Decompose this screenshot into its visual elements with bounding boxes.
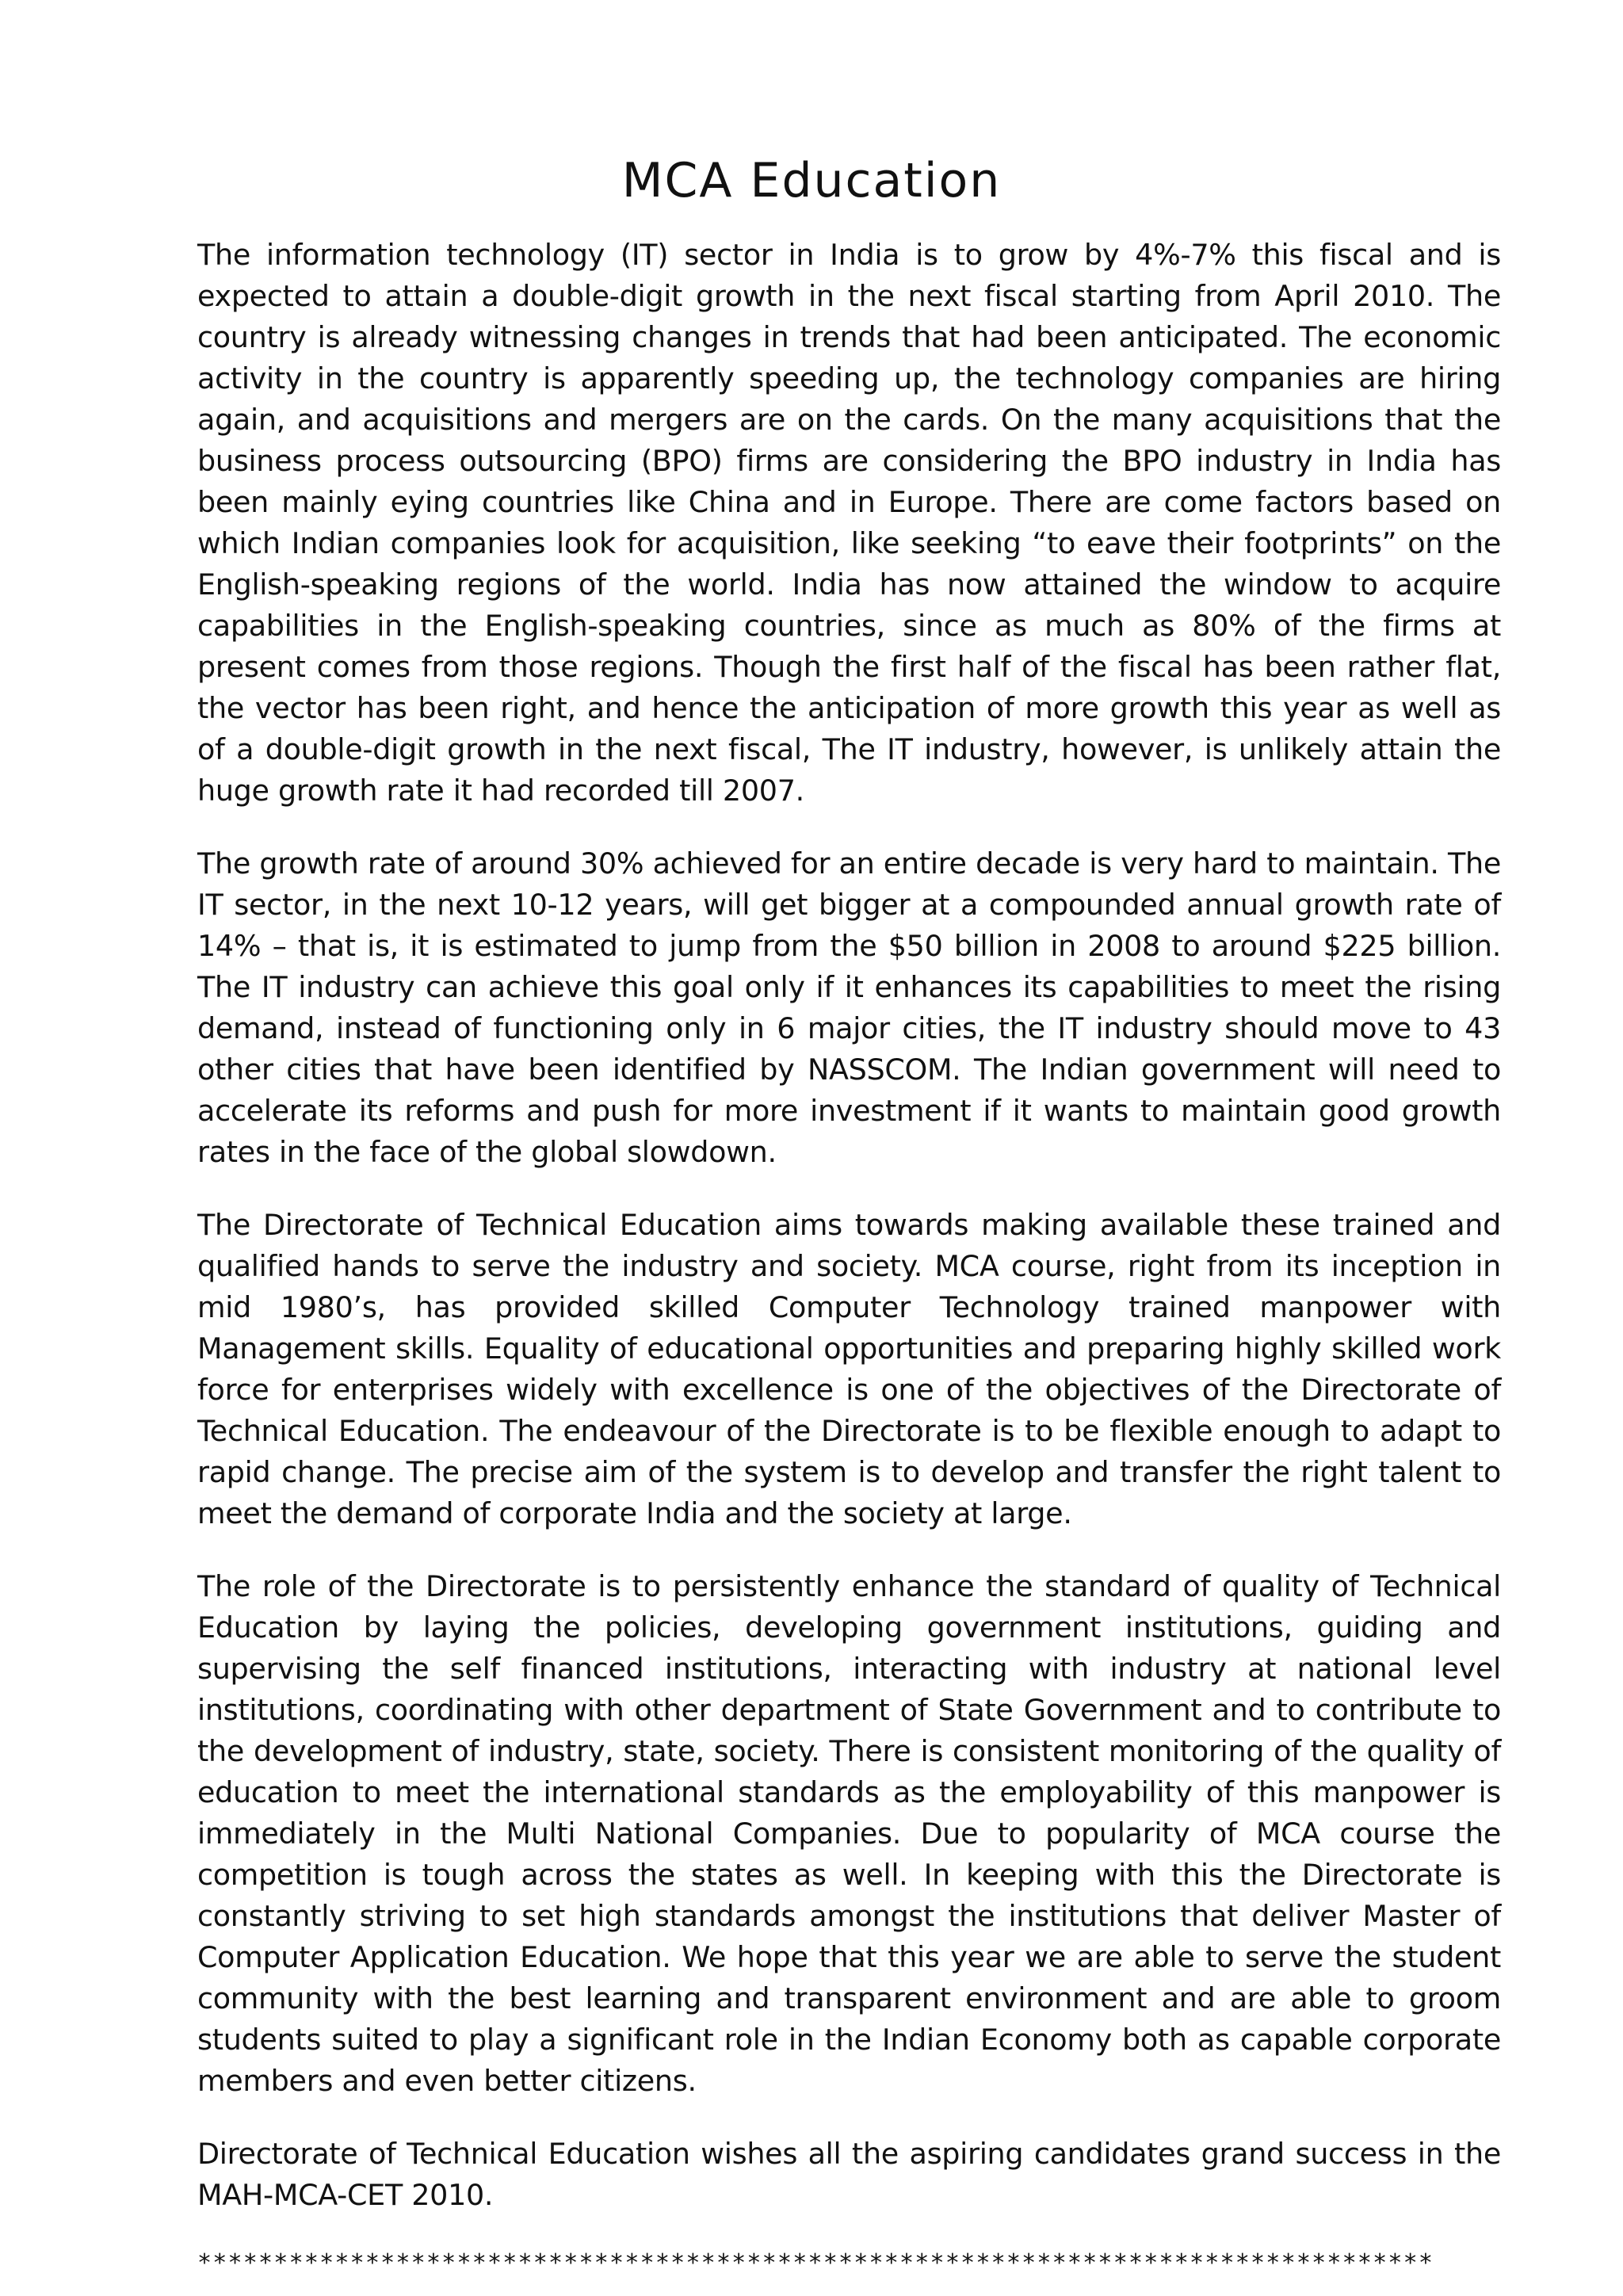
paragraph-directorate-aims: The Directorate of Technical Education aims towards making available these trained and qualified hands to serve the industry and society. MCA course, right from its inception in mid 1980’s, has provided skilled Computer Technology trained manpower with Management skills. Equality of educational opportunities and preparing highly skilled work force for enterprises widely with excellence is one of the objectives of the Directorate of Technical Education. The endeavour of the Directorate is to be flexible enough to adapt to rapid change. The precise aim of the system is to develop and transfer the right talent to meet the demand of corporate India and the society at large.: [197, 1208, 1501, 1530]
paragraph-closing-wishes: Directorate of Technical Education wishes all the aspiring candidates grand success in the MAH-MCA-CET 2010.: [197, 2137, 1501, 2212]
paragraph-directorate-role: The role of the Directorate is to persistently enhance the standard of quality of Technical Education by laying the policies, developing government institutions, guiding and supervising the self financed institutions, interacting with industry at national level institutions, coordinating with other department of State Government and to contribute to the development of industry, state, society. There is consistent monitoring of the quality of education to meet the international standards as the employability of this manpower is immediately in the Multi National Companies. Due to popularity of MCA course the competition is tough across the states as well. In keeping with this the Directorate is constantly striving to set high standards amongst the institutions that deliver Master of Computer Application Education. We hope that this year we are able to serve the student community with the best learning and transparent environment and are able to groom students suited to play a significant role in the Indian Economy both as capable corporate members and even better citizens.: [197, 1569, 1501, 2098]
asterisk-separator: *********************************************************************************: [197, 2249, 1434, 2277]
document-body: [197, 235, 1501, 2279]
paragraph-it-sector-growth: The information technology (IT) sector in India is to grow by 4%-7% this fiscal and is expected to attain a double-digit growth in the next fiscal starting from April 2010. The country is already witnessing changes in trends that had been anticipated. The economic activity in the country is apparently speeding up, the technology companies are hiring again, and acquisitions and mergers are on the cards. On the many acquisitions that the business process outsourcing (BPO) firms are considering the BPO industry in India has been mainly eying countries like China and in Europe. There are come factors based on which Indian companies look for acquisition, like seeking “to eave their footprints” on the English-speaking regions of the world. India has now attained the window to acquire capabilities in the English-speaking countries, since as much as 80% of the firms at present comes from those regions. Though the first half of the fiscal has been rather flat, the vector has been right, and hence the anticipation of more growth this year as well as of a double-digit growth in the next fiscal, The IT industry, however, is unlikely attain the huge growth rate it had recorded till 2007.: [197, 238, 1501, 808]
page-title: MCA Education: [621, 153, 1002, 208]
paragraph-growth-rate: The growth rate of around 30% achieved for an entire decade is very hard to maintain. The IT sector, in the next 10-12 years, will get bigger at a compounded annual growth rate of 14% – that is, it is estimated to jump from the $50 billion in 2008 to around $225 billion. The IT industry can achieve this goal only if it enhances its capabilities to meet the rising demand, instead of functioning only in 6 major cities, the IT industry should move to 43 other cities that have been identified by NASSCOM. The Indian government will need to accelerate its reforms and push for more investment if it wants to maintain good growth rates in the face of the global slowdown.: [197, 846, 1501, 1169]
